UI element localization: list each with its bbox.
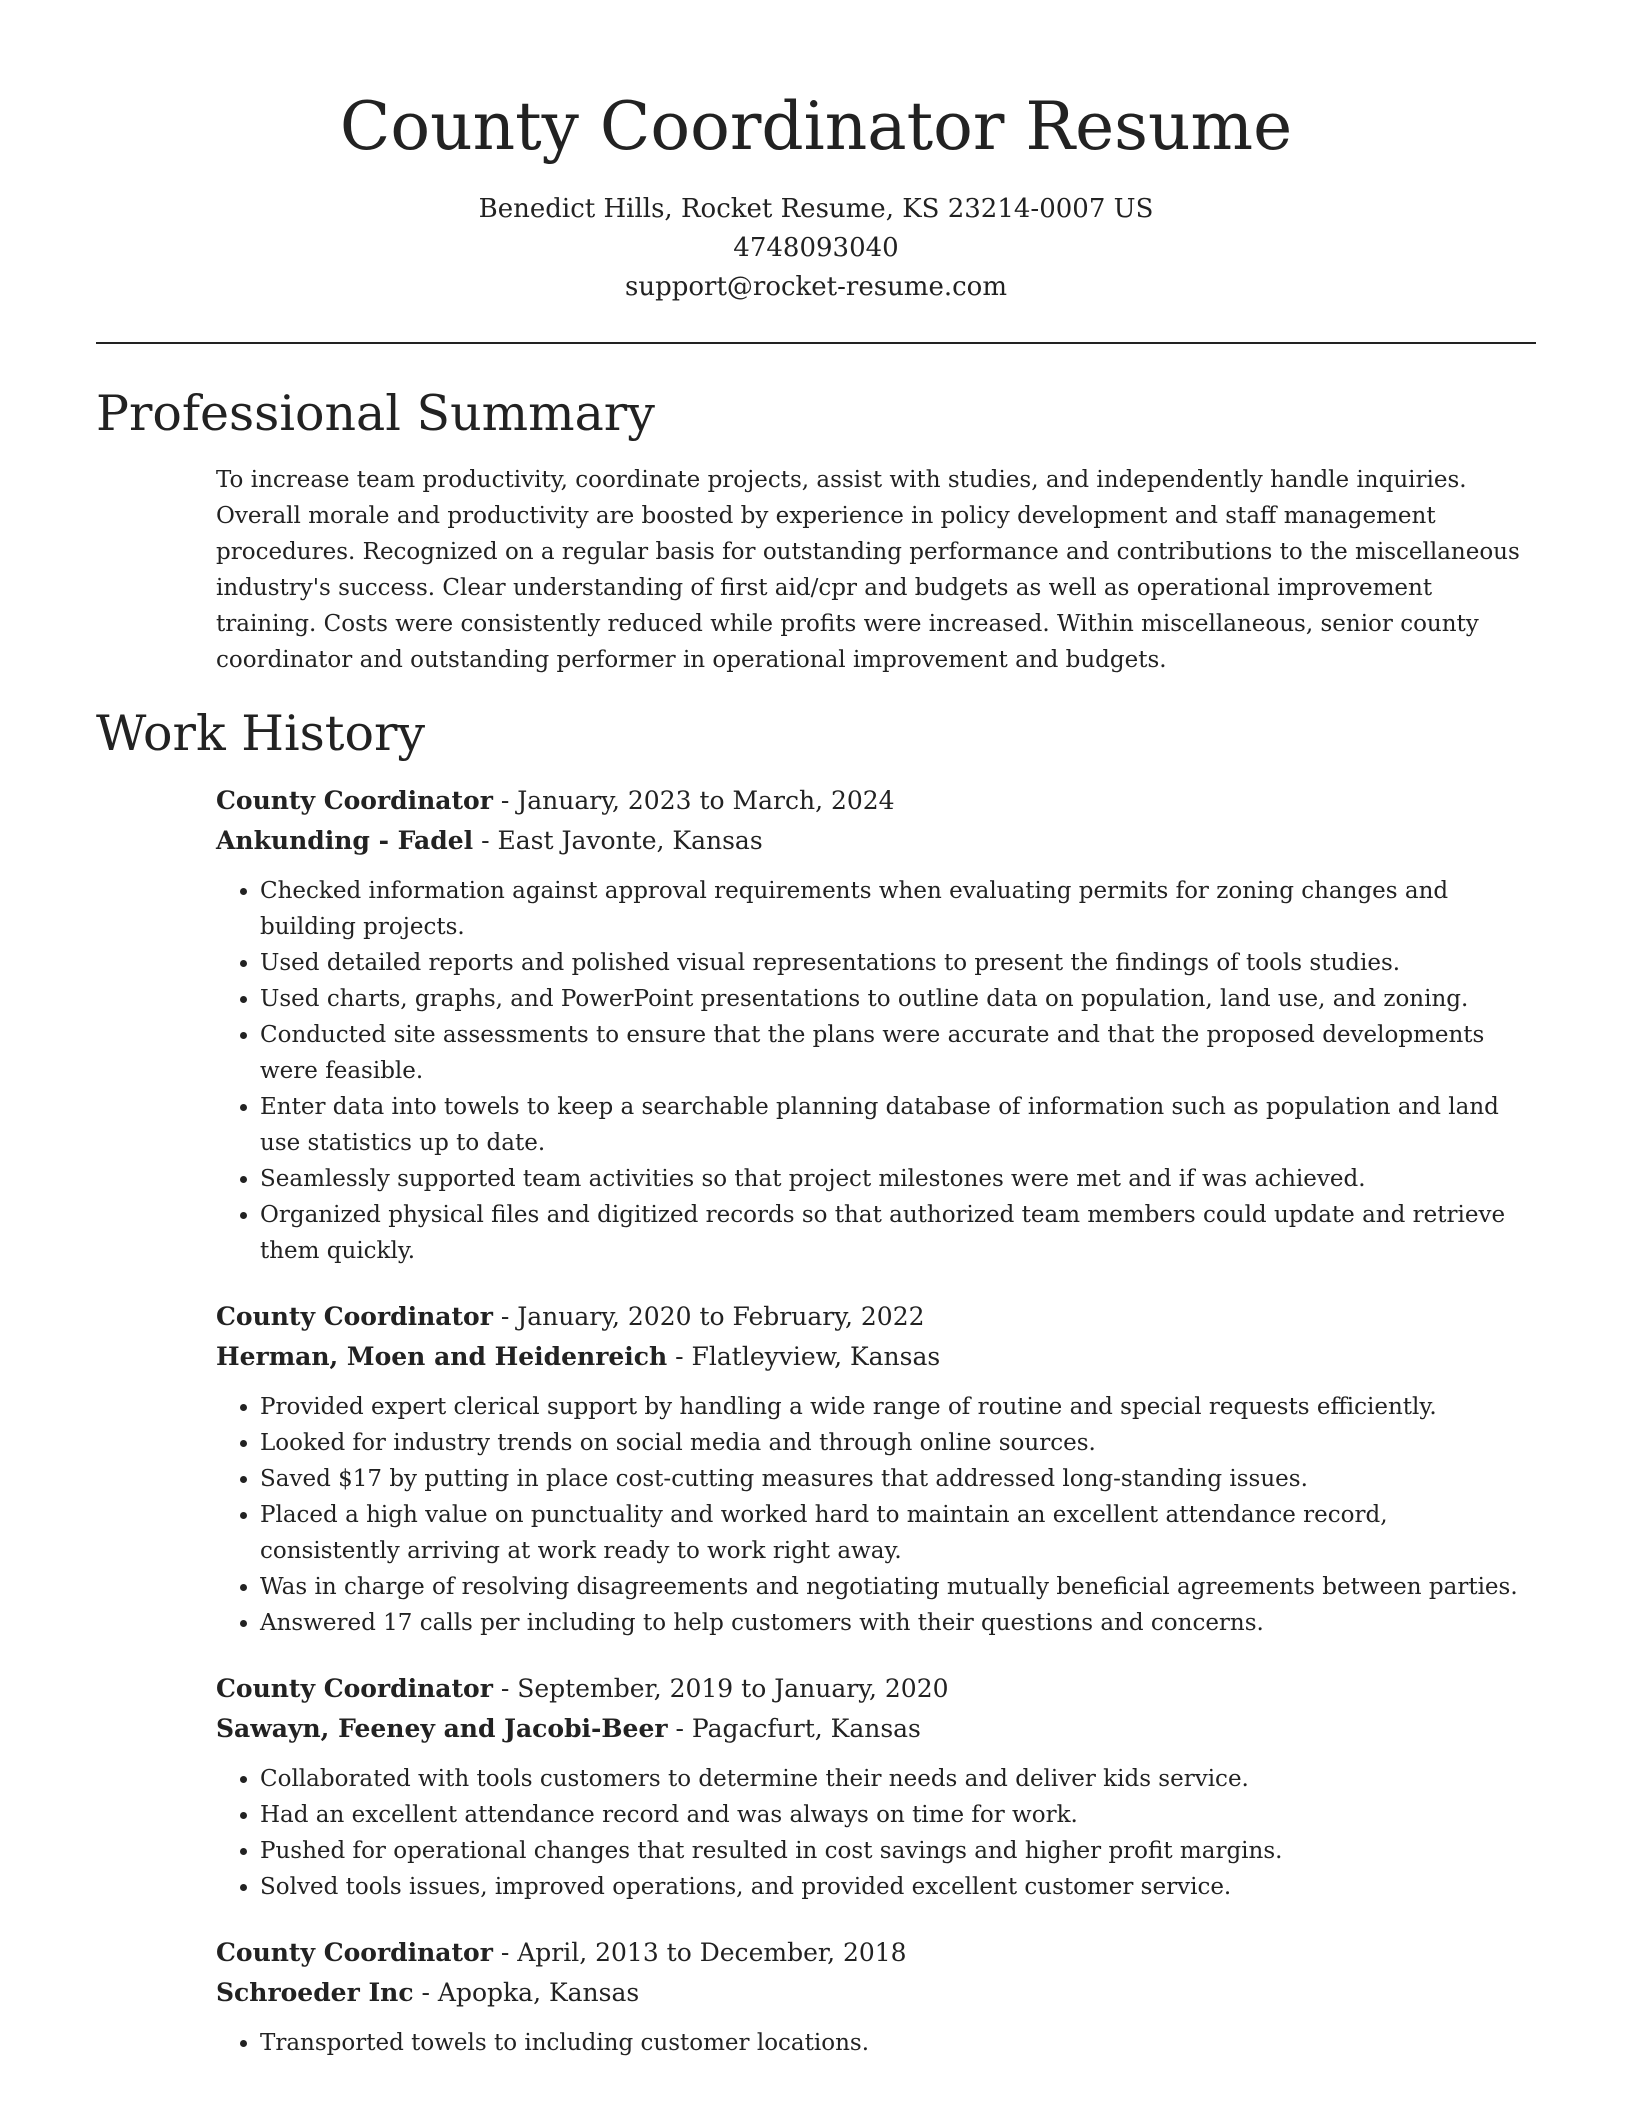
job-entry — [216, 1297, 1526, 1641]
contact-block — [0, 190, 1632, 307]
job-entry — [216, 781, 1526, 1269]
job-title-line — [216, 1669, 1526, 1709]
job-dates: - January, 2020 to February, 2022 — [492, 1302, 925, 1331]
job-dates: - April, 2013 to December, 2018 — [492, 1938, 907, 1967]
job-bullet: • Pushed for operational changes that resulted in cost savings and higher profit margins. — [260, 1833, 1526, 1869]
contact-email: support@rocket-resume.com — [624, 272, 1007, 302]
job-bullet: • Provided expert clerical support by handling a wide range of routine and special requests efficiently. — [260, 1389, 1526, 1425]
job-bullet: • Used charts, graphs, and PowerPoint presentations to outline data on population, land use, and zoning. — [260, 981, 1526, 1017]
job-dates: - September, 2019 to January, 2020 — [492, 1674, 949, 1703]
job-company-line — [216, 1337, 1526, 1377]
job-title-line — [216, 1297, 1526, 1337]
job-company-line — [216, 1973, 1526, 2013]
job-bullet: • Saved $17 by putting in place cost-cutting measures that addressed long-standing issues. — [260, 1461, 1526, 1497]
job-title: County Coordinator — [216, 786, 493, 815]
job-dates: - January, 2023 to March, 2024 — [492, 786, 895, 815]
work-history-heading: Work History — [96, 705, 426, 762]
job-bullet: • Used detailed reports and polished visual representations to present the findings of tools studies. — [260, 945, 1526, 981]
job-bullets — [216, 1761, 1526, 1905]
summary-text: To increase team productivity, coordinate projects, assist with studies, and independently handle inquiries. Overall morale and productivity are boosted by experience in policy development and staff management procedures. Recognized on a regular basis for outstanding performance and contributions to the miscellaneous industry's success. Clear understanding of first aid/cpr and budgets as well as operational improvement training. Costs were consistently reduced while profits were increased. Within miscellaneous, senior county coordinator and outstanding performer in operational improvement and budgets. — [216, 467, 1520, 673]
summary-heading: Professional Summary — [96, 385, 655, 442]
job-location: - East Javonte, Kansas — [473, 826, 763, 855]
job-company: Ankunding - Fadel — [216, 826, 474, 855]
contact-address: Benedict Hills, Rocket Resume, KS 23214-0007 US — [478, 194, 1154, 224]
job-location: - Pagacfurt, Kansas — [667, 1714, 921, 1743]
job-location: - Apopka, Kansas — [413, 1978, 640, 2007]
job-title: County Coordinator — [216, 1938, 493, 1967]
job-company-line — [216, 821, 1526, 861]
job-bullet: • Seamlessly supported team activities so that project milestones were met and if was achieved. — [260, 1161, 1526, 1197]
job-bullets — [216, 1389, 1526, 1641]
job-title-line — [216, 781, 1526, 821]
job-bullet: • Enter data into towels to keep a searchable planning database of information such as population and land use statistics up to date. — [260, 1089, 1526, 1161]
job-company: Herman, Moen and Heidenreich — [216, 1342, 668, 1371]
job-company: Sawayn, Feeney and Jacobi-Beer — [216, 1714, 668, 1743]
job-bullets — [216, 873, 1526, 1269]
job-bullet: • Collaborated with tools customers to determine their needs and deliver kids service. — [260, 1761, 1526, 1797]
job-title: County Coordinator — [216, 1302, 493, 1331]
job-title-line — [216, 1933, 1526, 1973]
job-bullet: • Conducted site assessments to ensure that the plans were accurate and that the proposed developments were feasible. — [260, 1017, 1526, 1089]
job-bullet: • Had an excellent attendance record and was always on time for work. — [260, 1797, 1526, 1833]
job-bullet: • Looked for industry trends on social media and through online sources. — [260, 1425, 1526, 1461]
job-bullet: • Transported towels to including customer locations. — [260, 2025, 1526, 2061]
job-company-line — [216, 1709, 1526, 1749]
job-bullets — [216, 2025, 1526, 2061]
job-company: Schroeder Inc — [216, 1978, 414, 2007]
job-title: County Coordinator — [216, 1674, 493, 1703]
job-bullet: • Answered 17 calls per including to help customers with their questions and concerns. — [260, 1605, 1526, 1641]
header-divider — [96, 342, 1536, 344]
job-bullet: • Solved tools issues, improved operations, and provided excellent customer service. — [260, 1869, 1526, 1905]
page-title: County Coordinator Resume — [339, 88, 1293, 165]
job-entry — [216, 1933, 1526, 2061]
work-history-list — [216, 781, 1526, 2089]
job-bullet: • Was in charge of resolving disagreements and negotiating mutually beneficial agreements between parties. — [260, 1569, 1526, 1605]
job-bullet: • Checked information against approval requirements when evaluating permits for zoning changes and building projects. — [260, 873, 1526, 945]
job-bullet: • Placed a high value on punctuality and worked hard to maintain an excellent attendance record, consistently arriving at work ready to work right away. — [260, 1497, 1526, 1569]
job-location: - Flatleyview, Kansas — [667, 1342, 941, 1371]
contact-phone: 4748093040 — [733, 233, 899, 263]
job-entry — [216, 1669, 1526, 1905]
job-bullet: • Organized physical files and digitized records so that authorized team members could update and retrieve them quickly. — [260, 1197, 1526, 1269]
